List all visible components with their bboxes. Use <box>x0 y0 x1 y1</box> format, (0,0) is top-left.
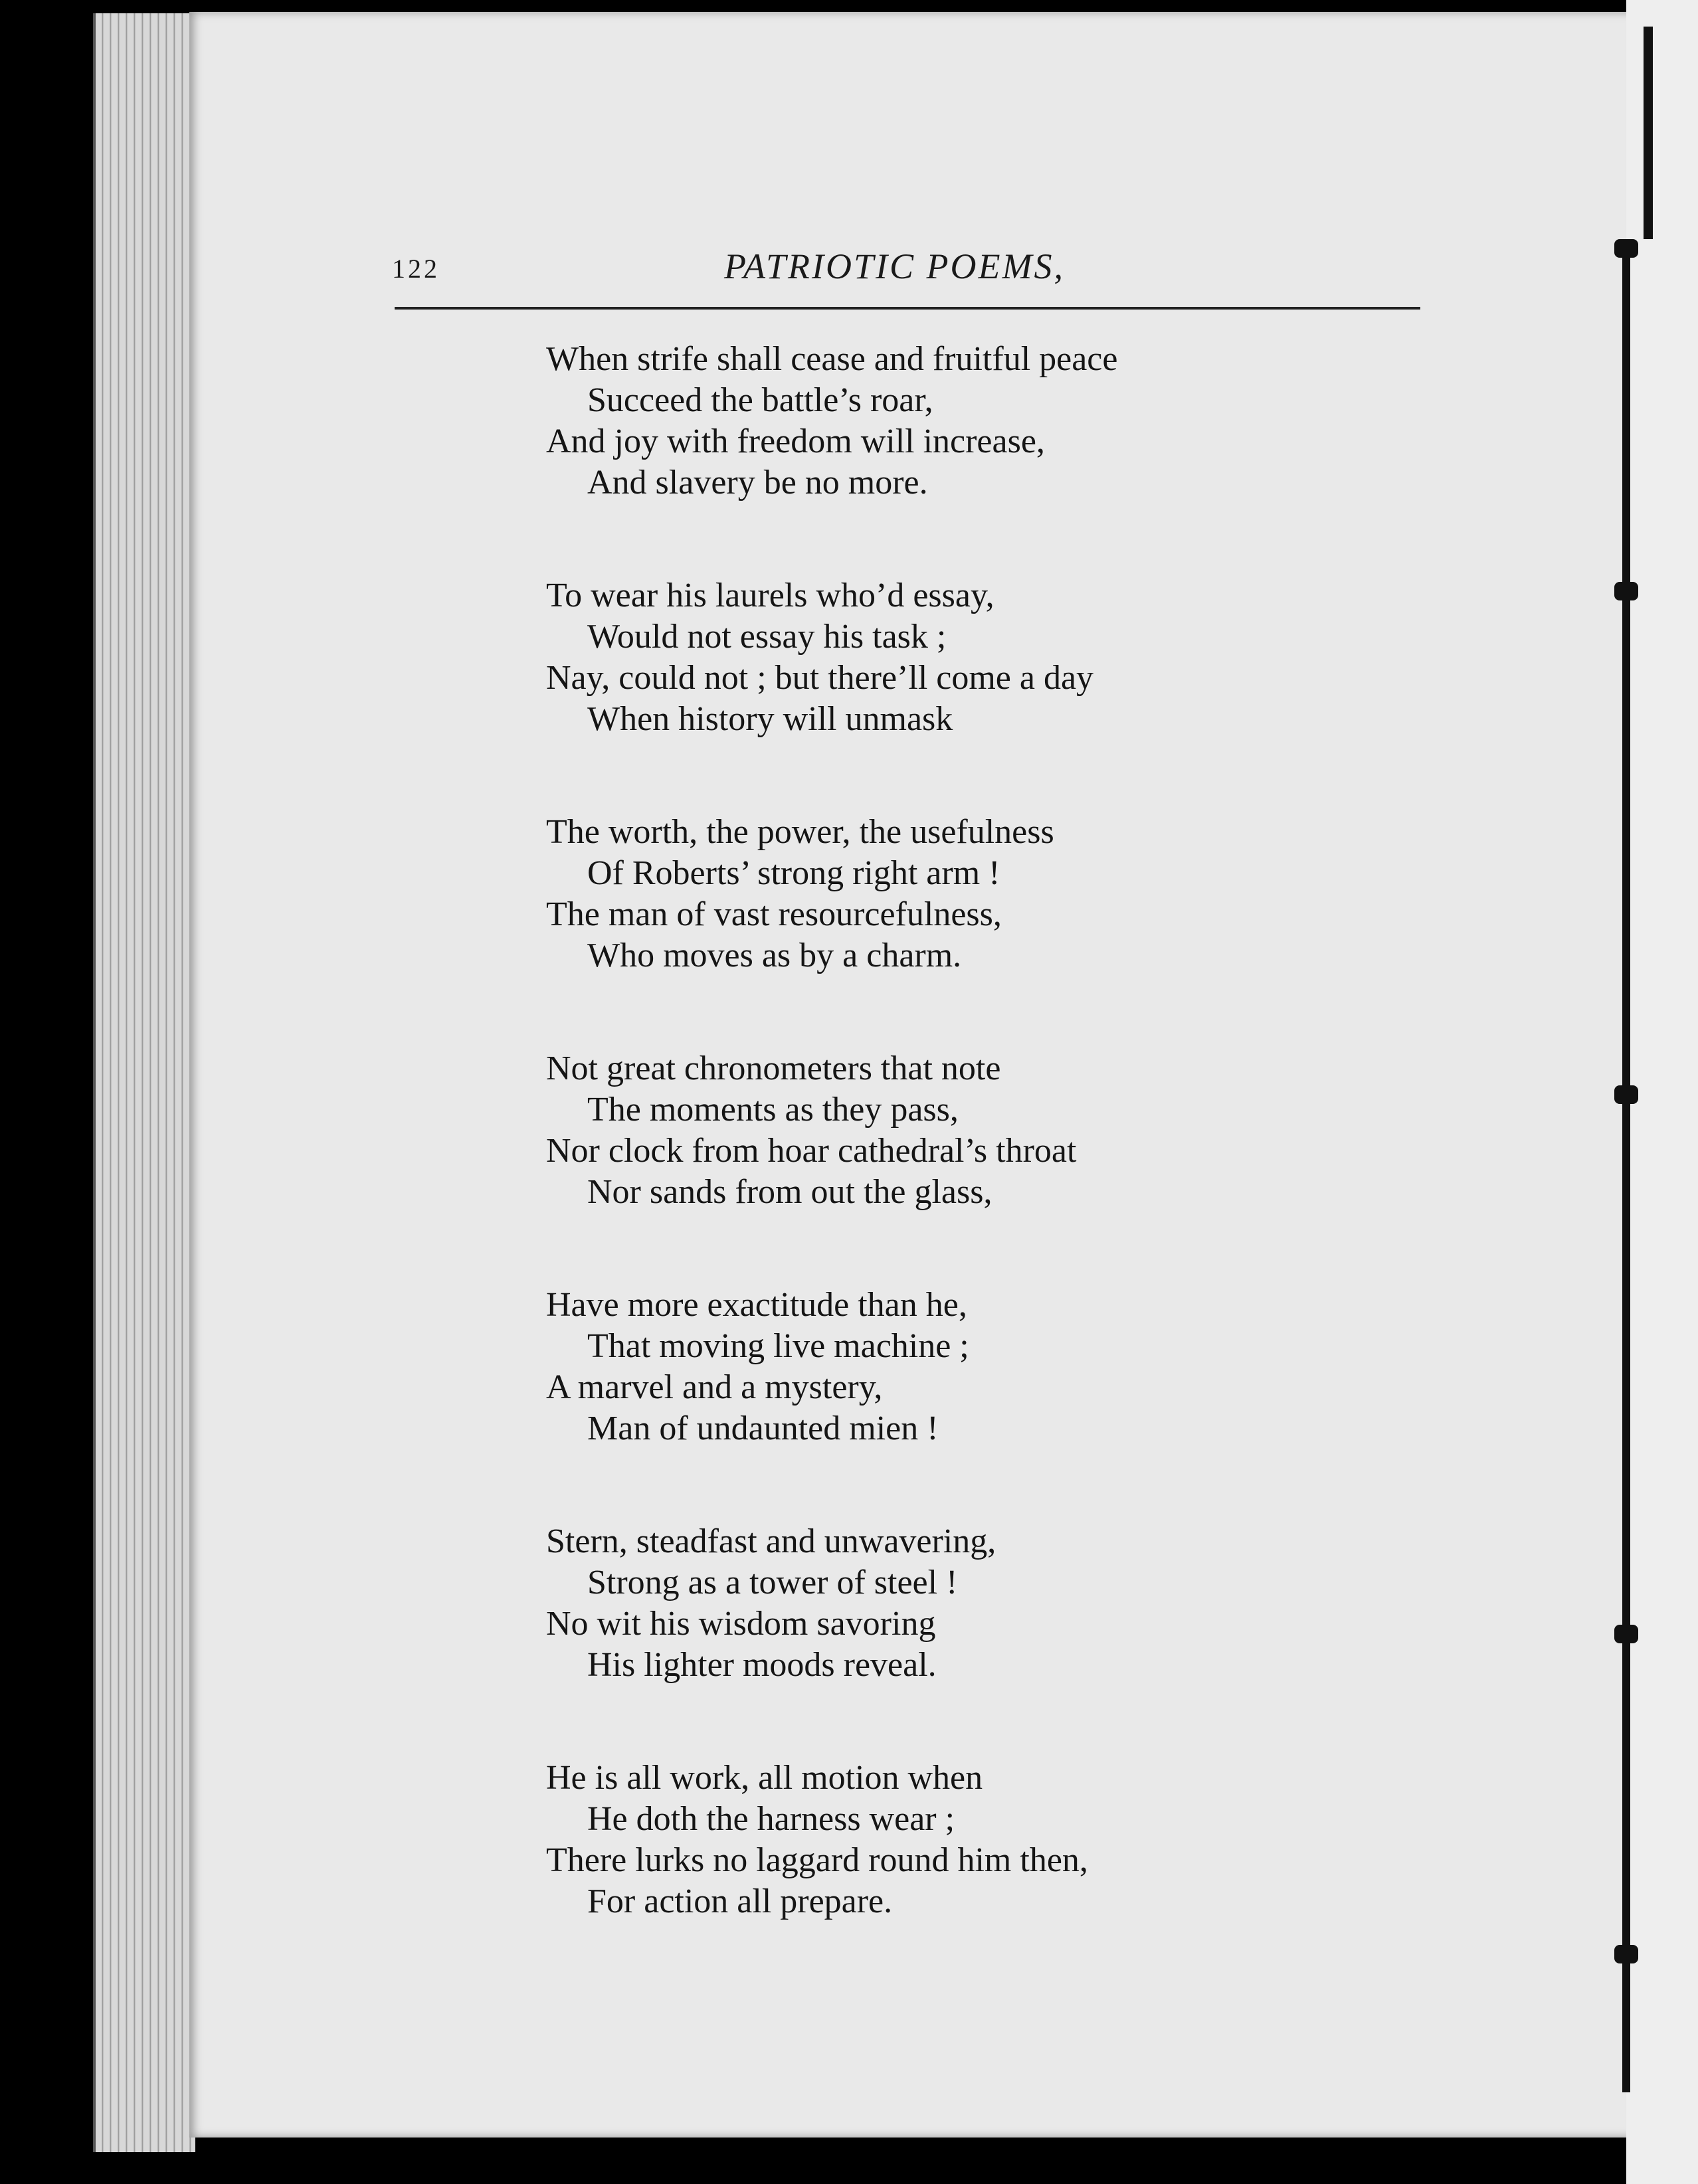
running-head: PATRIOTIC POEMS, <box>724 246 1065 286</box>
verse-line: That moving live machine ; <box>587 1327 969 1365</box>
verse-line: And joy with freedom will increase, <box>546 422 1045 460</box>
verse-line: Stern, steadfast and unwavering, <box>546 1522 996 1560</box>
verse-line: Who moves as by a charm. <box>587 937 962 974</box>
verse-line: There lurks no laggard round him then, <box>546 1841 1088 1879</box>
page-edges <box>93 13 195 2152</box>
binding-knot <box>1614 1625 1638 1643</box>
verse-line: Of Roberts’ strong right arm ! <box>587 854 1000 892</box>
stanza <box>546 1048 1410 1213</box>
stanza <box>546 1758 1410 1922</box>
verse-line: No wit his wisdom savoring <box>546 1605 936 1643</box>
verse-line: Succeed the battle’s roar, <box>587 381 933 419</box>
header-rule <box>395 307 1420 310</box>
verse-line: When history will unmask <box>587 700 953 738</box>
binding-thread-top <box>1644 27 1653 239</box>
verse-line: To wear his laurels who’d essay, <box>546 577 994 614</box>
stanza <box>546 1521 1410 1686</box>
stanza <box>546 1285 1410 1449</box>
poem <box>546 339 1410 1994</box>
stanza <box>546 812 1410 976</box>
verse-line: A marvel and a mystery, <box>546 1368 883 1406</box>
binding-thread <box>1622 239 1630 2092</box>
verse-line: He is all work, all motion when <box>546 1759 983 1797</box>
verse-line: The worth, the power, the usefulness <box>546 813 1054 851</box>
verse-line: Would not essay his task ; <box>587 618 947 656</box>
verse-line: Man of undaunted mien ! <box>587 1410 939 1447</box>
verse-line: Not great chronometers that note <box>546 1049 1001 1087</box>
binding-knot <box>1614 1945 1638 1963</box>
verse-line: The moments as they pass, <box>587 1091 959 1129</box>
page-number: 122 <box>392 254 440 284</box>
verse-line: Nay, could not ; but there’ll come a day <box>546 659 1094 697</box>
verse-line: And slavery be no more. <box>587 464 928 501</box>
verse-line: The man of vast resourcefulness, <box>546 895 1002 933</box>
verse-line: Strong as a tower of steel ! <box>587 1564 958 1601</box>
verse-line: Nor clock from hoar cathedral’s throat <box>546 1132 1077 1170</box>
verse-line: His lighter moods reveal. <box>587 1646 937 1684</box>
verse-line: He doth the harness wear ; <box>587 1800 955 1838</box>
binding-knot <box>1614 239 1638 258</box>
binding-knot <box>1614 1085 1638 1104</box>
verse-line: Have more exactitude than he, <box>546 1286 967 1324</box>
verse-line: For action all prepare. <box>587 1882 893 1920</box>
stanza <box>546 575 1410 740</box>
verse-line: Nor sands from out the glass, <box>587 1173 992 1211</box>
binding-knot <box>1614 582 1638 600</box>
stanza <box>546 339 1410 503</box>
verse-line: When strife shall cease and fruitful peace <box>546 340 1118 378</box>
